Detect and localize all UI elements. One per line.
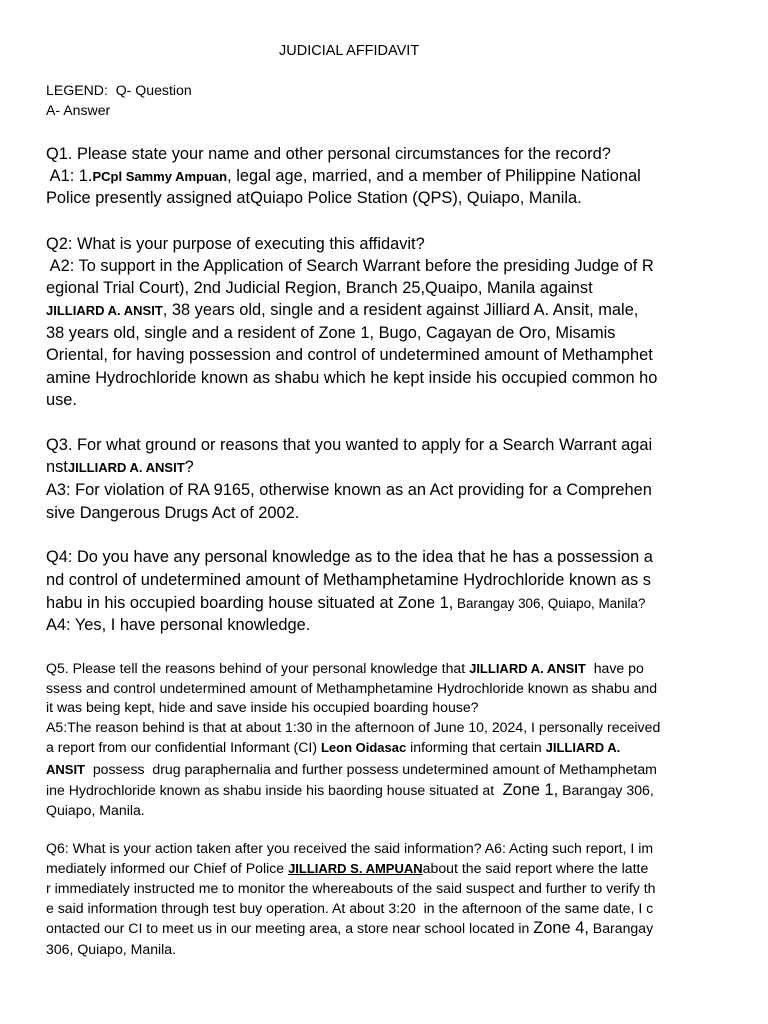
a5-line-5: Quiapo, Manila. <box>46 802 145 818</box>
q5-line-3: it was being kept, hide and save inside his occupied boarding house? <box>46 699 479 715</box>
q2-question: Q2: What is your purpose of executing this affidavit? <box>46 235 425 253</box>
q6-line-6: 306, Quiapo, Manila. <box>46 941 177 957</box>
q6-chief-name: JILLIARD S. AMPUAN <box>288 861 423 876</box>
a1-officer-name: PCpl Sammy Ampuan <box>92 169 228 184</box>
a1-line-1: A1: 1.PCpl Sammy Ampuan, legal age, married, and a member of Philippine National <box>46 167 641 185</box>
q6-line-4: e said information through test buy operation. At about 3:20 in the afternoon of the same date, I c <box>46 900 654 916</box>
a2-line-2: egional Trial Court), 2nd Judicial Region, Branch 25,Quaipo, Manila against <box>46 279 593 297</box>
a2-suspect-name: JILLIARD A. ANSIT <box>46 303 163 318</box>
q3-suspect-name: JILLIARD A. ANSIT <box>67 460 185 475</box>
q4-line-2: nd control of undetermined amount of Methamphetamine Hydrochloride known as s <box>46 571 651 589</box>
q6-line-2: mediately informed our Chief of Police JILLIARD S. AMPUANabout the said report where the latte <box>46 860 649 876</box>
a5-line-3: ANSIT possess drug paraphernalia and further possess undetermined amount of Methamphetam <box>46 761 657 777</box>
q5-line-1: Q5. Please tell the reasons behind of your personal knowledge that JILLIARD A. ANSIT have po <box>46 660 644 676</box>
a2-line-4: 38 years old, single and a resident of Zone 1, Bugo, Cagayan de Oro, Misamis <box>46 324 616 342</box>
a5-line-4: ine Hydrochloride known as shabu inside his baording house situated at Zone 1, Barangay 306, <box>46 781 654 799</box>
a2-line-6: amine Hydrochloride known as shabu which he kept inside his occupied common ho <box>46 369 658 387</box>
q6-line-3: r immediately instructed me to monitor the whereabouts of the said suspect and further to verify th <box>46 880 656 896</box>
a2-line-7: use. <box>46 391 77 409</box>
a3-line-2: sive Dangerous Drugs Act of 2002. <box>46 504 300 522</box>
document-title: JUDICIAL AFFIDAVIT <box>279 43 420 59</box>
legend-question: LEGEND: Q- Question <box>46 82 192 98</box>
a5-informant-name: Leon Oidasac <box>320 740 407 755</box>
a5-suspect-name-part1: JILLIARD A. <box>545 740 621 755</box>
q3-line-1: Q3. For what ground or reasons that you wanted to apply for a Search Warrant agai <box>46 436 653 454</box>
q6-line-1: Q6: What is your action taken after you received the said information? A6: Acting such report, I im <box>46 840 654 856</box>
a4-answer: A4: Yes, I have personal knowledge. <box>46 616 311 634</box>
q3-line-2: nstJILLIARD A. ANSIT? <box>46 458 194 476</box>
a5-line-2: a report from our confidential Informant (CI) Leon Oidasac informing that certain JILLIARD A. <box>46 739 621 755</box>
a5-line-1: A5:The reason behind is that at about 1:30 in the afternoon of June 10, 2024, I personally received <box>46 719 661 735</box>
a2-line-3: JILLIARD A. ANSIT, 38 years old, single and a resident against Jilliard A. Ansit, male, <box>46 301 639 319</box>
q6-line-5: ontacted our CI to meet us in our meeting area, a store near school located in Zone 4, Barangay <box>46 919 654 937</box>
a1-line-2: Police presently assigned atQuiapo Police Station (QPS), Quiapo, Manila. <box>46 189 582 207</box>
a5-suspect-name-part2: ANSIT <box>46 762 85 777</box>
q5-line-2: ssess and control undetermined amount of Methamphetamine Hydrochloride known as shabu and <box>46 680 658 696</box>
legend-answer: A- Answer <box>46 102 111 118</box>
q4-line-1: Q4: Do you have any personal knowledge as to the idea that he has a possession a <box>46 548 653 566</box>
a2-line-5: Oriental, for having possession and control of undetermined amount of Methamphet <box>46 346 653 364</box>
a2-line-1: A2: To support in the Application of Search Warrant before the presiding Judge of R <box>46 257 654 275</box>
q4-line-3: habu in his occupied boarding house situated at Zone 1, Barangay 306, Quiapo, Manila? <box>46 594 646 612</box>
q1-question: Q1. Please state your name and other personal circumstances for the record? <box>46 145 611 163</box>
q5-suspect-name: JILLIARD A. ANSIT <box>469 661 586 676</box>
a3-line-1: A3: For violation of RA 9165, otherwise known as an Act providing for a Comprehen <box>46 481 652 499</box>
